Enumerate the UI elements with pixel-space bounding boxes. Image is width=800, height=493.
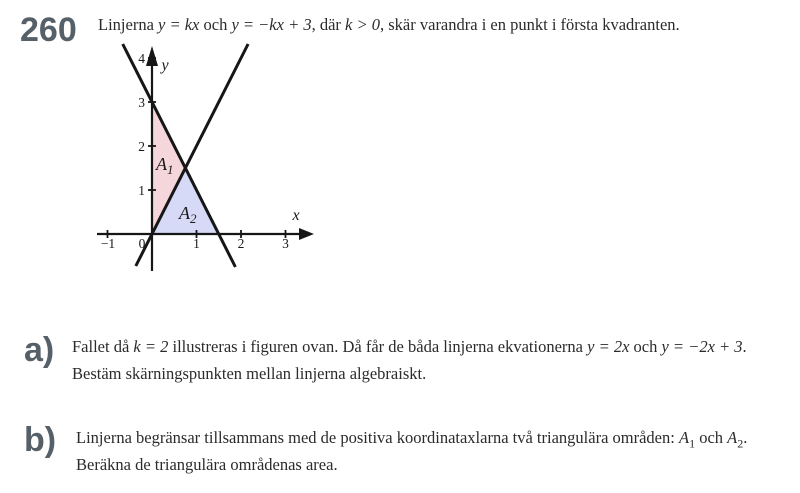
- part-a-math-segment: y = −2x + 3: [661, 337, 743, 356]
- part-a-text: [72, 333, 747, 387]
- problem-number: 260: [20, 11, 77, 49]
- part-b-label: b): [24, 421, 57, 459]
- statement-text: , där: [311, 15, 346, 34]
- x-tick-label: 1: [193, 236, 200, 251]
- problem-statement: [98, 13, 680, 37]
- statement-text: , skär varandra i en punkt i första kvadranten.: [380, 15, 680, 34]
- part-a-math-segment: y = 2x: [587, 337, 630, 356]
- region-a1-subscript: 1: [167, 162, 174, 177]
- region-a2-subscript: 2: [190, 211, 197, 226]
- part-a-line2: Bestäm skärningspunkten mellan linjerna algebraiskt.: [72, 364, 427, 383]
- region-a2-letter: A: [179, 203, 190, 223]
- part-b-math-segment: A: [678, 428, 690, 447]
- x-tick-label: 2: [237, 236, 245, 251]
- part-a-text-segment: .: [742, 337, 747, 356]
- part-a-label: a): [24, 331, 55, 369]
- part-a-text-segment: och: [629, 337, 662, 356]
- x-tick-label: 0: [138, 236, 146, 251]
- x-tick-label: −1: [100, 236, 116, 251]
- part-a-math-segment: k = 2: [133, 337, 169, 356]
- y-tick-label: 1: [138, 183, 145, 198]
- y-tick-label: 3: [138, 95, 145, 110]
- statement-text: och: [199, 15, 232, 34]
- part-b-text-segment: och: [695, 428, 728, 447]
- y-axis-arrow-icon: [146, 46, 158, 66]
- x-axis-label: x: [292, 207, 300, 224]
- part-b-subscript: 1: [689, 436, 696, 451]
- part-a-line1: [72, 333, 747, 360]
- x-axis-arrow-icon: [299, 228, 314, 240]
- part-b-text-segment: Linjerna begränsar tillsammans med de positiva koordinataxlarna två triangulära områden:: [76, 428, 679, 447]
- x-tick-label: 3: [282, 236, 289, 251]
- statement-math: y = kx: [158, 15, 200, 34]
- part-a-text-segment: illustreras i figuren ovan. Då får de båda linjerna ekvationerna: [168, 337, 588, 356]
- y-axis-label: y: [161, 57, 169, 74]
- part-b-subscript: 2: [737, 436, 744, 451]
- statement-math: k > 0: [345, 15, 380, 34]
- part-b-text-segment: .: [743, 428, 748, 447]
- graph-figure: [95, 42, 317, 274]
- part-b-math-segment: A: [727, 428, 738, 447]
- part-b-text: [76, 424, 747, 478]
- y-tick-label: 4: [138, 51, 145, 66]
- part-b-line1: [76, 424, 747, 451]
- statement-math: y = −kx + 3: [231, 15, 312, 34]
- y-tick-label: 2: [138, 139, 145, 154]
- region-a1-letter: A: [156, 154, 167, 174]
- part-b-line2: Beräkna de triangulära områdenas area.: [76, 455, 338, 474]
- statement-text: Linjerna: [98, 15, 159, 34]
- part-a-text-segment: Fallet då: [72, 337, 134, 356]
